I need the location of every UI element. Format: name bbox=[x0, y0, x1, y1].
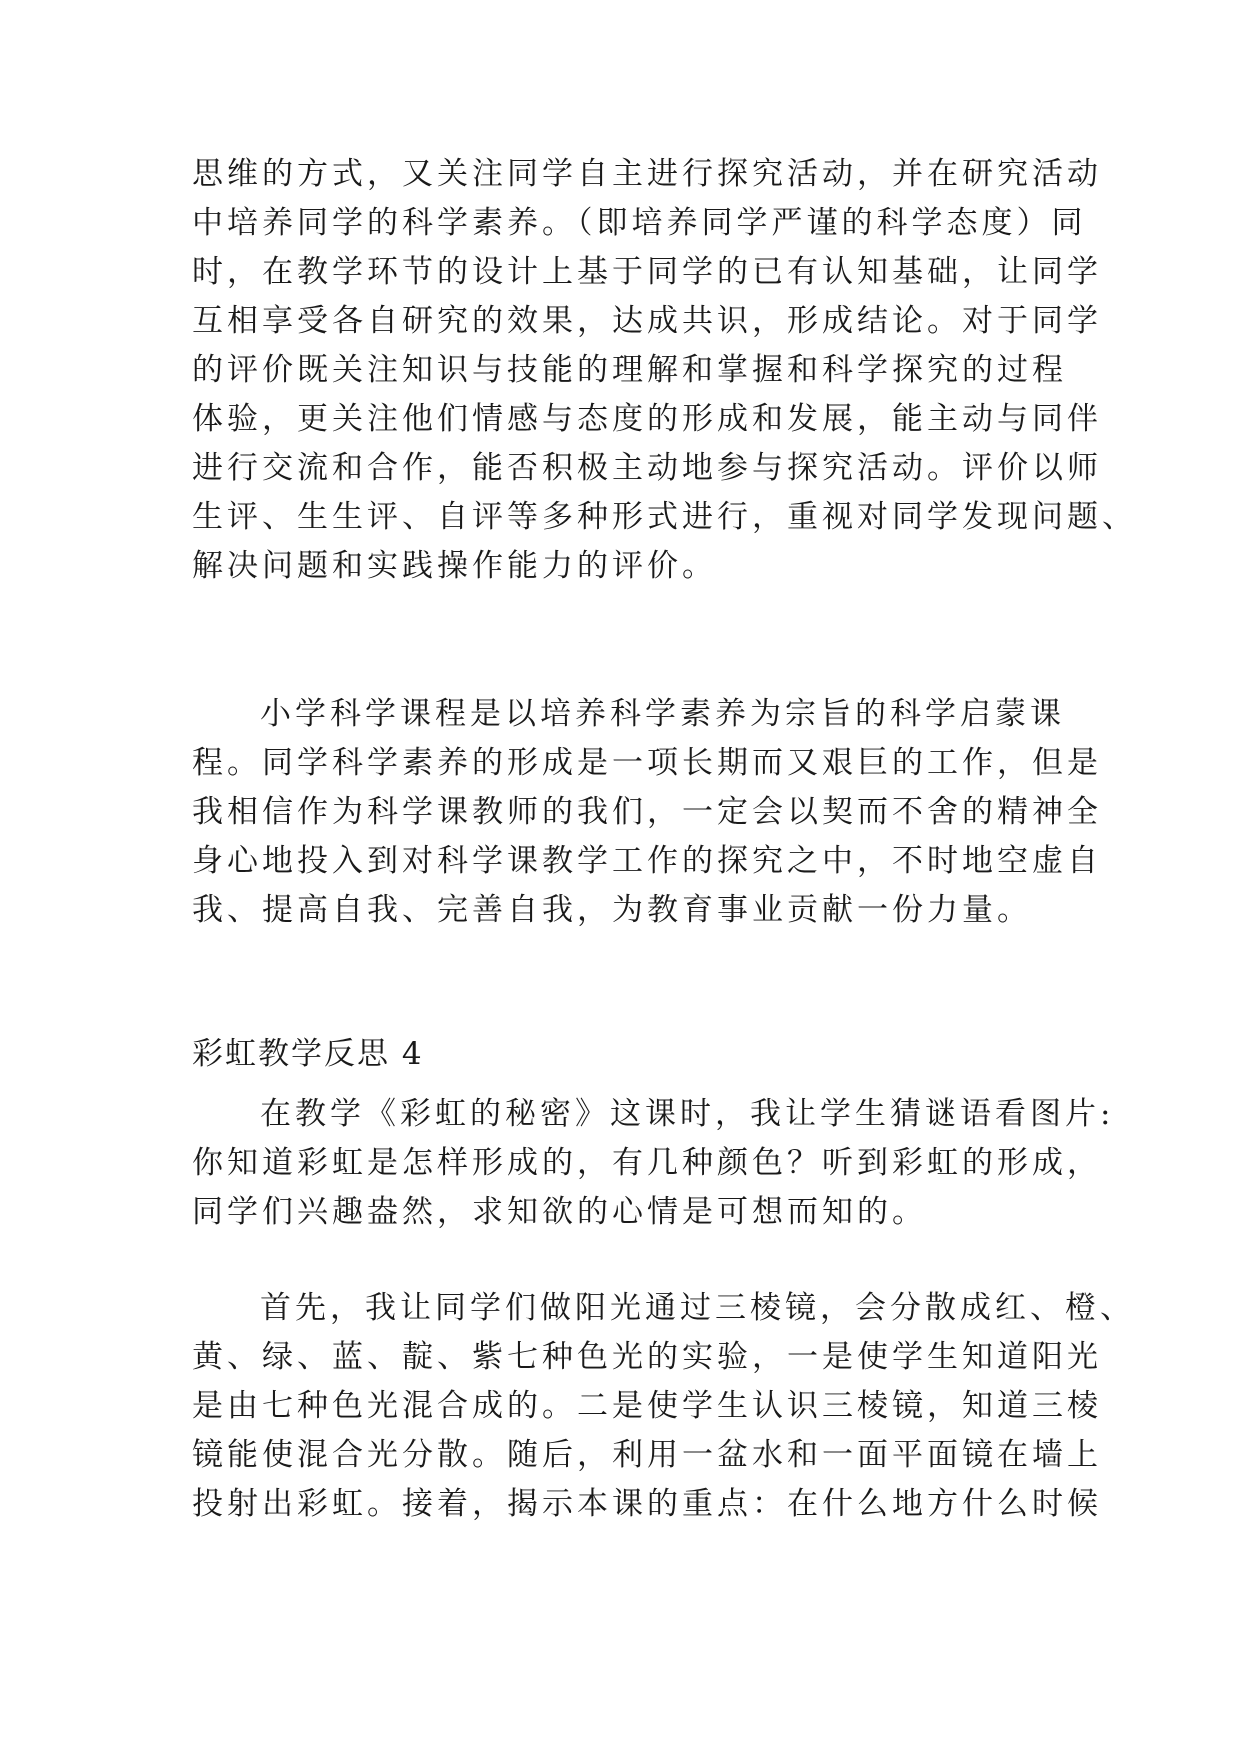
paragraph-line: 思维的方式，又关注同学自主进行探究活动，并在研究活动 bbox=[192, 156, 1102, 192]
paragraph-line: 小学科学课程是以培养科学素养为宗旨的科学启蒙课 bbox=[260, 696, 1065, 732]
paragraph-rainbow-intro bbox=[192, 1090, 1115, 1237]
paragraph-line: 在教学《彩虹的秘密》这课时，我让学生猜谜语看图片: bbox=[260, 1096, 1115, 1132]
paragraph-line: 同学们兴趣盎然，求知欲的心情是可想而知的。 bbox=[192, 1194, 927, 1230]
paragraph-course-summary bbox=[192, 690, 1102, 935]
paragraph-line: 你知道彩虹是怎样形成的，有几种颜色？听到彩虹的形成， bbox=[192, 1145, 1102, 1181]
paragraph-line: 首先，我让同学们做阳光通过三棱镜，会分散成红、橙、 bbox=[260, 1290, 1135, 1326]
paragraph-line: 我、提高自我、完善自我，为教育事业贡献一份力量。 bbox=[192, 892, 1032, 928]
paragraph-line: 解决问题和实践操作能力的评价。 bbox=[192, 548, 717, 584]
paragraph-line: 是由七种色光混合成的。二是使学生认识三棱镜，知道三棱 bbox=[192, 1388, 1102, 1424]
paragraph-line: 互相享受各自研究的效果，达成共识，形成结论。对于同学 bbox=[192, 303, 1102, 339]
paragraph-line: 中培养同学的科学素养。（即培养同学严谨的科学态度）同 bbox=[192, 205, 1087, 241]
paragraph-line: 程。同学科学素养的形成是一项长期而又艰巨的工作，但是 bbox=[192, 745, 1102, 781]
paragraph-line: 镜能使混合光分散。随后，利用一盆水和一面平面镜在墙上 bbox=[192, 1437, 1102, 1473]
paragraph-line: 投射出彩虹。接着，揭示本课的重点：在什么地方什么时候 bbox=[192, 1486, 1102, 1522]
paragraph-evaluation bbox=[192, 150, 1137, 591]
paragraph-line: 时，在教学环节的设计上基于同学的已有认知基础，让同学 bbox=[192, 254, 1102, 290]
paragraph-line: 我相信作为科学课教师的我们，一定会以契而不舍的精神全 bbox=[192, 794, 1102, 830]
paragraph-line: 体验，更关注他们情感与态度的形成和发展，能主动与同伴 bbox=[192, 401, 1102, 437]
section-heading: 彩虹教学反思 4 bbox=[192, 1036, 424, 1072]
paragraph-prism-experiment bbox=[192, 1284, 1135, 1529]
paragraph-line: 进行交流和合作，能否积极主动地参与探究活动。评价以师 bbox=[192, 450, 1102, 486]
paragraph-line: 身心地投入到对科学课教学工作的探究之中，不时地空虚自 bbox=[192, 843, 1102, 879]
paragraph-line: 的评价既关注知识与技能的理解和掌握和科学探究的过程 bbox=[192, 352, 1067, 388]
paragraph-line: 黄、绿、蓝、靛、紫七种色光的实验，一是使学生知道阳光 bbox=[192, 1339, 1102, 1375]
paragraph-line: 生评、生生评、自评等多种形式进行，重视对同学发现问题、 bbox=[192, 499, 1137, 535]
